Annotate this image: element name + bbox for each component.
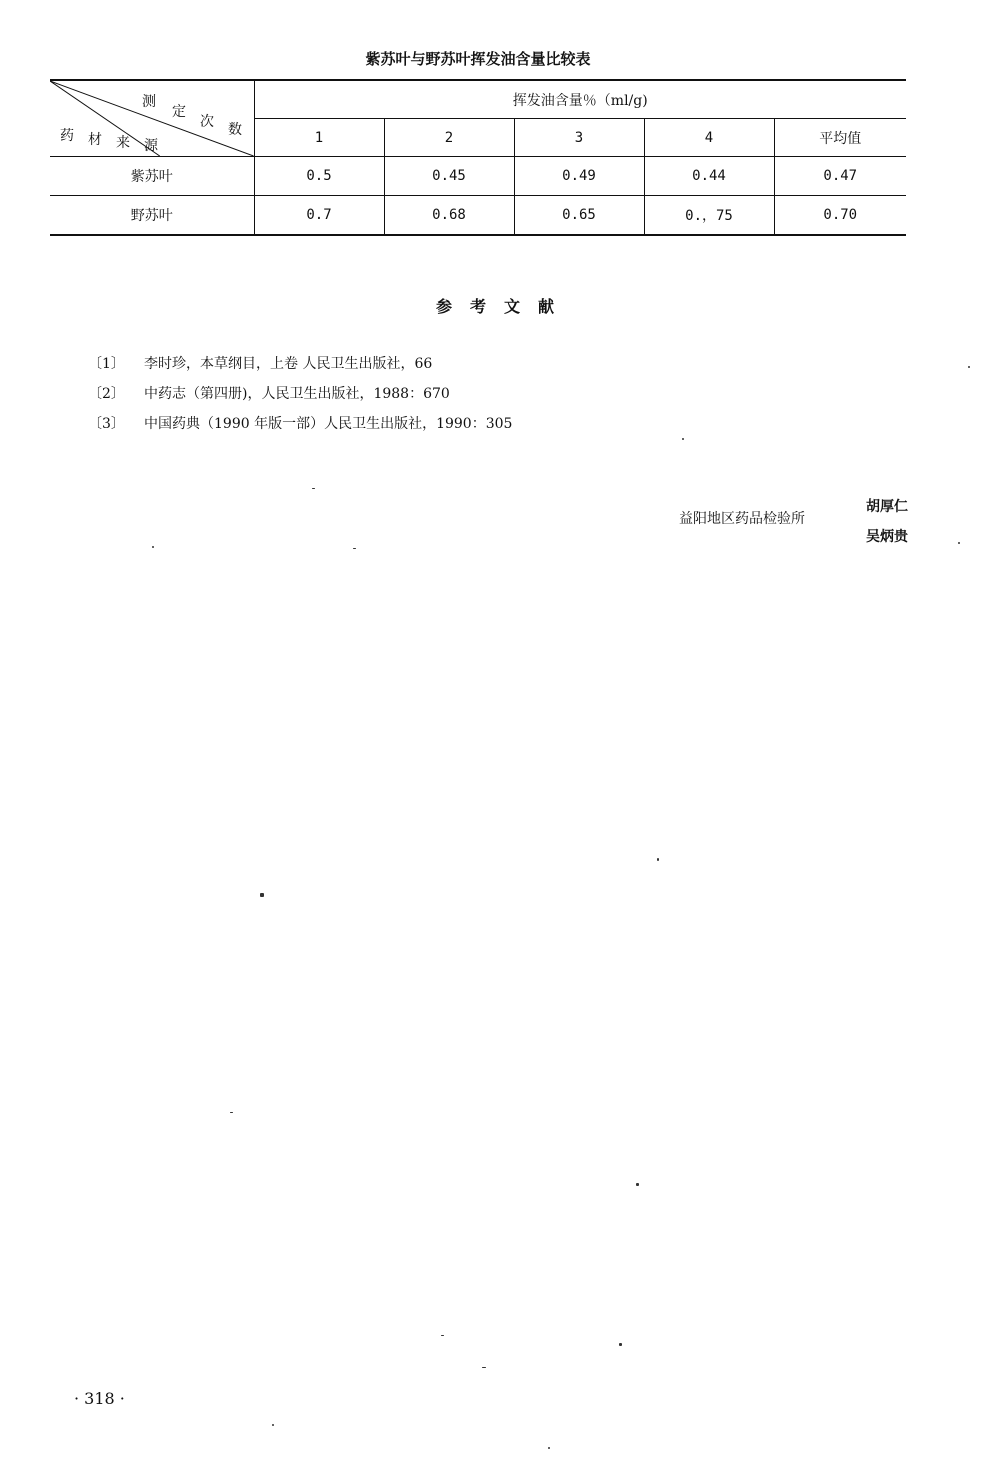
affiliation: 益阳地区药品检验所 xyxy=(679,511,805,527)
page-number: · 318 · xyxy=(74,1389,125,1408)
scan-speck xyxy=(682,438,684,440)
table-row xyxy=(50,196,906,236)
references-list xyxy=(88,352,512,442)
scan-speck xyxy=(441,1335,444,1336)
scan-speck xyxy=(958,542,960,544)
table-header-row xyxy=(50,80,906,119)
column-header-4: 4 xyxy=(644,119,774,157)
reference-number: 〔2〕 xyxy=(88,386,125,402)
corner-bottom-char-3: 来 xyxy=(116,135,130,151)
table-cell: 0.47 xyxy=(774,157,906,196)
reference-number: 〔3〕 xyxy=(88,416,125,432)
reference-number: 〔1〕 xyxy=(88,356,125,372)
column-header-1: 1 xyxy=(254,119,384,157)
table-cell: 0.70 xyxy=(774,196,906,236)
table-cell: 0.，75 xyxy=(644,196,774,236)
table-cell: 0.45 xyxy=(384,157,514,196)
corner-top-char-3: 次 xyxy=(200,114,214,130)
scan-speck xyxy=(548,1447,550,1449)
diagonal-header-cell xyxy=(50,80,254,157)
table-cell: 0.68 xyxy=(384,196,514,236)
table-cell: 0.49 xyxy=(514,157,644,196)
reference-text: 中药志（第四册)，人民卫生出版社，1988：670 xyxy=(144,386,450,402)
scan-speck xyxy=(657,858,659,861)
scan-speck xyxy=(272,1424,274,1426)
reference-text: 李时珍，本草纲目，上卷 人民卫生出版社，66 xyxy=(144,356,433,372)
references-heading: 参考文献 xyxy=(435,297,572,316)
reference-item xyxy=(88,352,512,382)
row-label: 野苏叶 xyxy=(50,196,254,236)
reference-item xyxy=(88,382,512,412)
scan-speck xyxy=(230,1112,233,1113)
corner-top-char-4: 数 xyxy=(228,122,242,138)
corner-bottom-char-4: 源 xyxy=(144,138,158,154)
scan-speck xyxy=(353,548,356,549)
authors xyxy=(866,492,908,552)
corner-bottom-char-1: 药 xyxy=(60,128,74,144)
column-header-2: 2 xyxy=(384,119,514,157)
author-name: 吴炳贵 xyxy=(866,529,908,545)
group-header-cell: 挥发油含量％（ml/g) xyxy=(254,80,906,119)
scan-speck xyxy=(968,366,970,368)
scan-speck xyxy=(260,893,264,897)
scan-speck xyxy=(312,488,315,489)
table-cell: 0.44 xyxy=(644,157,774,196)
scan-speck xyxy=(636,1183,639,1186)
table-cell: 0.5 xyxy=(254,157,384,196)
author-name: 胡厚仁 xyxy=(866,499,908,515)
table-cell: 0.7 xyxy=(254,196,384,236)
scan-speck xyxy=(619,1343,622,1346)
corner-top-char-2: 定 xyxy=(172,104,186,120)
scan-speck xyxy=(152,546,154,548)
reference-item xyxy=(88,412,512,442)
row-label: 紫苏叶 xyxy=(50,157,254,196)
corner-bottom-char-2: 材 xyxy=(88,132,102,148)
column-header-3: 3 xyxy=(514,119,644,157)
table-row xyxy=(50,157,906,196)
table-cell: 0.65 xyxy=(514,196,644,236)
corner-top-char-1: 测 xyxy=(142,94,156,110)
reference-text: 中国药典（1990 年版一部）人民卫生出版社，1990：305 xyxy=(144,416,513,432)
comparison-table xyxy=(50,79,906,236)
scan-speck xyxy=(482,1367,486,1368)
column-header-average: 平均值 xyxy=(774,119,906,157)
table-title: 紫苏叶与野苏叶挥发油含量比较表 xyxy=(365,50,591,68)
